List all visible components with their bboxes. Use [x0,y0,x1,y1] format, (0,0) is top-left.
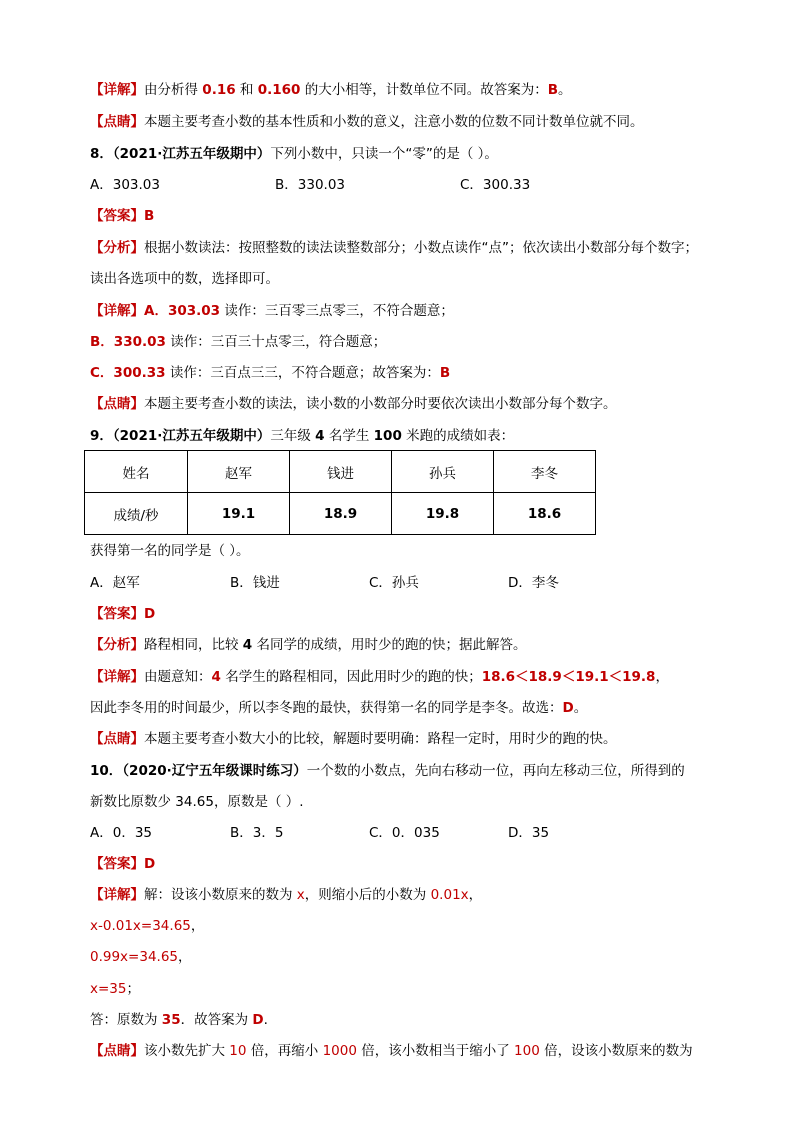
scores-table [84,450,596,535]
option-label: A． [144,303,168,319]
tip-tag: 【点睛】 [90,1043,144,1059]
text: 名同学的成绩，用时少的跑的快；据此解答。 [252,637,527,653]
answer-value: D [144,856,156,872]
answer-tag: 【答案】 [90,856,144,872]
table-cell: 姓名 [85,451,188,493]
text: ， [178,949,192,965]
text: 和 [235,82,258,98]
detail-tag: 【详解】 [90,303,144,319]
table-cell: 钱进 [290,451,392,493]
equation: x=35 [90,981,127,997]
question-number: 8． [90,146,113,162]
tip-tag: 【点睛】 [90,114,144,130]
equation: 0.99x=34.65 [90,949,179,965]
text: 米跑的成绩如表： [401,428,515,444]
number: 35 [161,1012,181,1028]
question-text: 一个数的小数点，先向右移动一位，再向左移动三位，所得到的 [306,763,685,779]
q9-question: 获得第一名的同学是（ ）。 [90,543,250,559]
q9-detail [90,668,669,686]
text: 名学生的路程相同，因此用时少的跑的快； [220,669,482,685]
option-label: C． [90,365,114,381]
comparison: 18.6＜18.9＜19.1＜19.8 [481,669,656,685]
text: 读作：三百三十点零三，符合题意； [165,334,387,350]
text: 该小数先扩大 [144,1043,230,1059]
detail-tag: 【详解】 [90,887,144,903]
q8-detail-c [90,364,450,382]
table-header-row [85,451,596,493]
q9-detail-line2 [90,699,587,717]
tip-text: 本题主要考查小数大小的比较，解题时要明确：路程一定时，用时少的跑的快。 [144,731,617,747]
text: ．故答案为 [180,1012,253,1028]
text: 由题意知： [144,669,212,685]
q9-analysis [90,636,527,654]
q8-option-c: C．300.33 [460,177,531,193]
q8-option-a: A．303.03 [90,177,160,193]
table-cell: 19.8 [392,493,494,535]
table-cell: 李冬 [494,451,596,493]
q9-stem [90,427,514,445]
q9-option-a: A．赵军 [90,575,140,591]
text: 倍，再缩小 [246,1043,323,1059]
tip-tag: 【点睛】 [90,731,144,747]
number: 10 [229,1043,247,1059]
answer-value: B [144,208,155,224]
text: 新数比原数少 [90,794,176,810]
q8-analysis-line2: 读出各选项中的数，选择即可。 [90,271,279,287]
q10-equation-1 [90,917,204,935]
option-label: B． [90,334,114,350]
table-row [85,493,596,535]
q10-final-answer [90,1011,268,1029]
detail-tag: 【详解】 [90,82,144,98]
table-cell: 19.1 [188,493,290,535]
number: 300.33 [113,365,166,381]
q10-tip [90,1042,693,1060]
number: 0.16 [202,82,236,98]
q8-detail-a [90,302,454,320]
q10-option-b: B．3．5 [230,825,284,841]
analysis-tag: 【分析】 [90,637,144,653]
q8-analysis [90,239,698,257]
q10-stem-line2 [90,793,304,811]
answer-letter: B [439,365,451,381]
answer-tag: 【答案】 [90,606,144,622]
text: 路程相同，比较 [144,637,243,653]
tip-tag: 【点睛】 [90,396,144,412]
text: 由分析得 [144,82,203,98]
text: 解：设该小数原来的数为 [144,887,297,903]
number: 4 [211,669,221,685]
text: 。 [558,82,572,98]
analysis-text: 根据小数读法：按照整数的读法读整数部分；小数点读作“点”；依次读出小数部分每个数字； [144,240,698,256]
text: . [263,1012,268,1028]
number: 0.01x [430,887,469,903]
q10-equation-2 [90,948,192,966]
q9-answer [90,605,155,623]
question-text: 下列小数中，只读一个“零”的是（ ）。 [270,146,498,162]
text: ， [190,918,205,934]
text: ； [126,981,140,997]
number: 303.03 [167,303,221,319]
q7-detail [90,81,572,99]
question-source: （2020·辽宁五年级课时练习） [122,763,307,779]
q8-tip [90,395,617,413]
tip-text: 本题主要考查小数的读法，读小数的小数部分时要依次读出小数部分每个数字。 [144,396,617,412]
answer-letter: D [562,700,574,716]
text: 倍，该小数相当于缩小了 [356,1043,515,1059]
q10-detail [90,886,482,904]
text: 的大小相等，计数单位不同。故答案为： [300,82,548,98]
text: 读作：三百点三三，不符合题意；故答案为： [165,365,440,381]
text: 读作：三百零三点零三，不符合题意； [220,303,454,319]
q9-tip [90,730,617,748]
q10-stem [90,762,685,780]
q7-tip [90,113,644,131]
question-number: 10． [90,763,123,779]
number: 34.65 [175,794,214,810]
q9-option-d: D．李冬 [508,575,559,591]
text: ，则缩小后的小数为 [304,887,431,903]
q9-option-b: B．钱进 [230,575,280,591]
number: 0.160 [257,82,301,98]
question-number: 9． [90,428,113,444]
detail-tag: 【详解】 [90,669,144,685]
q8-detail-b [90,333,386,351]
table-cell: 成绩/秒 [85,493,188,535]
q10-option-d: D．35 [508,825,550,841]
table-cell: 18.9 [290,493,392,535]
q8-option-b: B．330.03 [275,177,345,193]
q9-option-c: C．孙兵 [369,575,419,591]
answer-value: D [144,606,156,622]
number: 4 [315,428,325,444]
text: ， [655,669,669,685]
equation: x-0.01x=34.65 [90,918,191,934]
question-source: （2021·江苏五年级期中） [112,428,271,444]
table-cell: 赵军 [188,451,290,493]
q10-equation-3 [90,980,140,998]
variable: x [296,887,305,903]
analysis-tag: 【分析】 [90,240,144,256]
text: ，原数是（ ）. [213,794,304,810]
answer-letter: B [547,82,558,98]
table-cell: 孙兵 [392,451,494,493]
q8-answer [90,207,154,225]
text: 因此李冬用的时间最少，所以李冬跑的最快，获得第一名的同学是李冬。故选： [90,700,563,716]
text: 名学生 [324,428,374,444]
number: 100 [373,428,402,444]
text: 答：原数为 [90,1012,162,1028]
number: 100 [514,1043,540,1059]
text: 。 [573,700,588,716]
answer-letter: D [252,1012,264,1028]
q8-stem [90,145,498,163]
q10-option-a: A．0．35 [90,825,153,841]
q10-option-c: C．0．035 [369,825,440,841]
text: 倍，设该小数原来的数为 [539,1043,693,1059]
number: 4 [242,637,253,653]
table-cell: 18.6 [494,493,596,535]
number: 330.03 [113,334,166,350]
number: 1000 [322,1043,357,1059]
tip-text: 本题主要考查小数的基本性质和小数的意义，注意小数的位数不同计数单位就不同。 [144,114,644,130]
text: 三年级 [270,428,316,444]
text: ， [468,887,483,903]
question-source: （2021·江苏五年级期中） [112,146,271,162]
q10-answer [90,855,155,873]
answer-tag: 【答案】 [90,208,144,224]
